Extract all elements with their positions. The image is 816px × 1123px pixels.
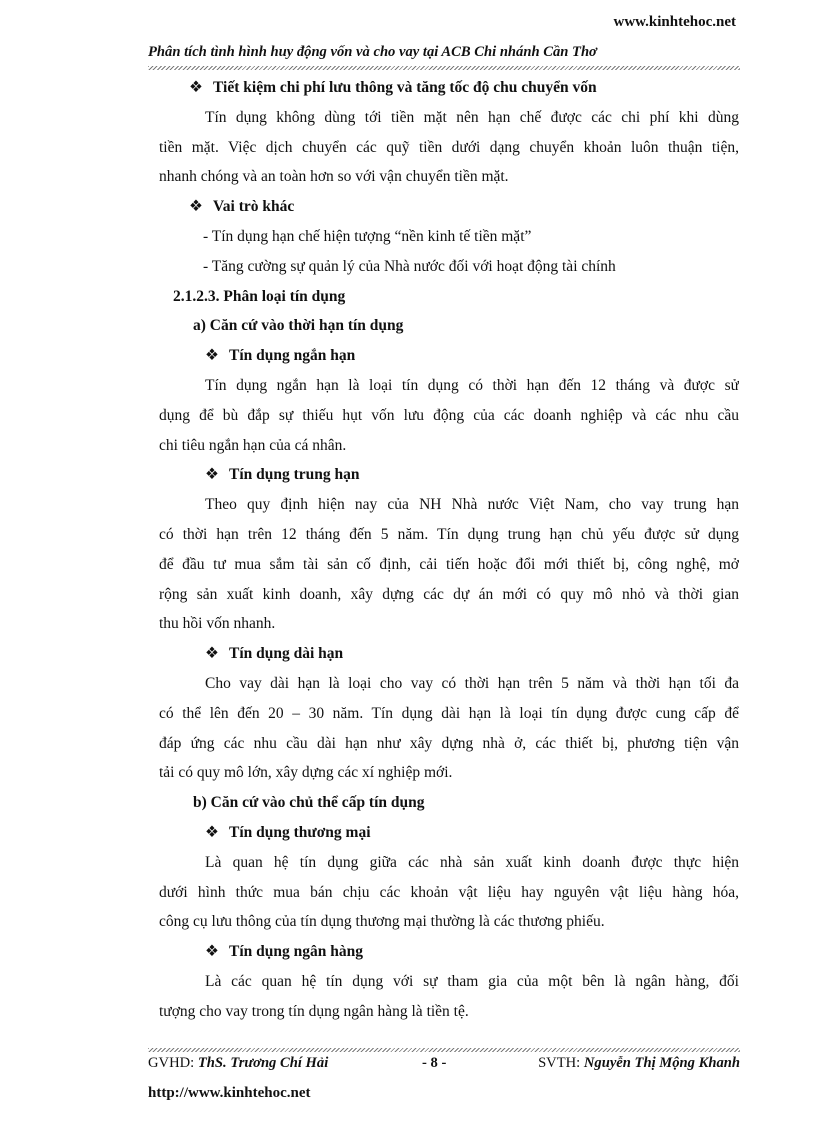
paragraph-line: chi tiêu ngắn hạn của cá nhân. <box>159 436 347 454</box>
section-heading <box>159 460 739 490</box>
paragraph-line: dưới hình thức mua bán chịu các khoản vật liệu hay nguyên vật liệu hàng hóa, <box>159 883 739 901</box>
page-footer <box>148 1055 740 1075</box>
paragraph-line: có thời hạn trên 12 tháng đến 5 năm. Tín dụng trung hạn chủ yếu được sử dụng <box>159 525 739 543</box>
student-name: Nguyễn Thị Mộng Khanh <box>583 1055 740 1071</box>
supervisor-credit <box>148 1055 328 1072</box>
heading-text: Tín dụng thương mại <box>229 823 371 841</box>
paragraph-line: tiền mặt. Việc dịch chuyển các quỹ tiền dưới dạng chuyển khoản luôn thuận tiện, <box>159 138 739 156</box>
paragraph-line: Theo quy định hiện nay của NH Nhà nước Việt Nam, cho vay trung hạn <box>205 496 739 514</box>
supervisor-label: GVHD: <box>148 1055 198 1071</box>
section-heading <box>159 73 739 103</box>
paragraph-line: Cho vay dài hạn là loại cho vay có thời hạn trên 5 năm và thời hạn tối đa <box>205 674 739 692</box>
heading-text: Tín dụng ngân hàng <box>229 943 363 961</box>
paragraph-line: để đầu tư mua sắm tài sản cố định, cải tiến hoặc đổi mới thiết bị, công nghệ, mở <box>159 555 739 573</box>
list-item: - Tín dụng hạn chế hiện tượng “nền kinh tế tiền mặt” <box>203 227 532 245</box>
paragraph-line: dụng để bù đắp sự thiếu hụt vốn lưu động của các doanh nghiệp và các nhu cầu <box>159 406 739 424</box>
site-url-bottom[interactable]: http://www.kinhtehoc.net <box>148 1085 311 1101</box>
site-url-top: www.kinhtehoc.net <box>613 14 736 30</box>
classification-heading: b) Căn cứ vào chủ thể cấp tín dụng <box>193 794 425 812</box>
paragraph-line: Là các quan hệ tín dụng với sự tham gia của một bên là ngân hàng, đối <box>205 972 739 990</box>
paragraph-line: thu hồi vốn nhanh. <box>159 615 276 633</box>
list-item: - Tăng cường sự quản lý của Nhà nước đối với hoạt động tài chính <box>203 257 616 275</box>
diamond-bullet-icon: ❖ <box>205 466 219 484</box>
paragraph-line: tượng cho vay trong tín dụng ngân hàng là tiền tệ. <box>159 1002 469 1020</box>
supervisor-name: ThS. Trương Chí Hải <box>197 1055 329 1071</box>
subsection-heading: 2.1.2.3. Phân loại tín dụng <box>173 287 346 305</box>
diamond-bullet-icon: ❖ <box>205 823 219 841</box>
footer-divider <box>148 1048 740 1052</box>
section-heading <box>159 937 739 967</box>
paragraph-line: rộng sản xuất kinh doanh, xây dựng các dự án mới có quy mô nhỏ và thời gian <box>159 585 739 603</box>
heading-text: Vai trò khác <box>213 198 295 216</box>
running-header-title: Phân tích tình hình huy động vốn và cho vay tại ACB Chi nhánh Cần Thơ <box>148 44 597 60</box>
student-credit <box>538 1055 740 1072</box>
paragraph-line: đáp ứng các nhu cầu dài hạn như xây dựng nhà ở, các thiết bị, phương tiện vận <box>159 734 739 752</box>
section-heading <box>159 639 739 669</box>
section-heading <box>159 341 739 371</box>
heading-text: Tín dụng ngắn hạn <box>229 347 356 365</box>
heading-text: Tín dụng dài hạn <box>229 645 344 663</box>
section-heading <box>159 192 739 222</box>
paragraph-line: Là quan hệ tín dụng giữa các nhà sản xuất kinh doanh được thực hiện <box>205 853 739 871</box>
page-body <box>159 73 739 1027</box>
paragraph-line: Tín dụng không dùng tới tiền mặt nên hạn chế được các chi phí khi dùng <box>205 108 739 126</box>
diamond-bullet-icon: ❖ <box>205 347 219 365</box>
paragraph-line: nhanh chóng và an toàn hơn so với vận chuyển tiền mặt. <box>159 168 509 186</box>
page-number: - 8 - <box>422 1055 447 1071</box>
paragraph-line: tải có quy mô lớn, xây dựng các xí nghiệp mới. <box>159 764 453 782</box>
heading-text: Tín dụng trung hạn <box>229 466 360 484</box>
heading-text: Tiết kiệm chi phí lưu thông và tăng tốc độ chu chuyển vốn <box>213 79 597 96</box>
header-divider <box>148 66 740 70</box>
diamond-bullet-icon: ❖ <box>205 943 219 961</box>
diamond-bullet-icon: ❖ <box>189 198 203 216</box>
section-heading <box>159 818 739 848</box>
paragraph-line: Tín dụng ngắn hạn là loại tín dụng có thời hạn đến 12 tháng và được sử <box>205 376 739 394</box>
paragraph-line: công cụ lưu thông của tín dụng thương mại thường là các thương phiếu. <box>159 913 605 931</box>
diamond-bullet-icon: ❖ <box>189 79 203 96</box>
classification-heading: a) Căn cứ vào thời hạn tín dụng <box>193 317 404 335</box>
diamond-bullet-icon: ❖ <box>205 645 219 663</box>
paragraph-line: có thể lên đến 20 – 30 năm. Tín dụng dài hạn là loại tín dụng được cung cấp để <box>159 704 739 722</box>
student-label: SVTH: <box>538 1055 584 1071</box>
